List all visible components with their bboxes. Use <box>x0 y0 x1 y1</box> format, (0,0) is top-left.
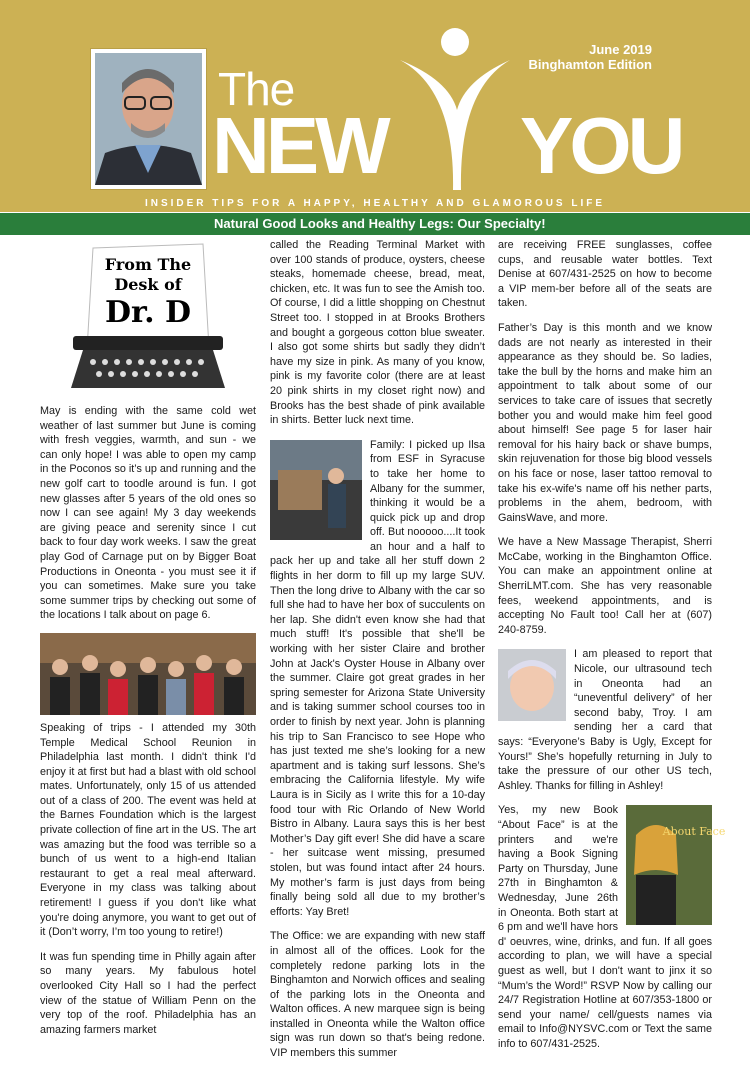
desk-line2: Desk of <box>114 275 182 294</box>
issue-date: June 2019 <box>589 42 652 57</box>
tagline: INSIDER TIPS FOR A HAPPY, HEALTHY AND GLAMOROUS LIFE <box>144 198 606 209</box>
reunion-photo <box>40 633 256 715</box>
column-3 <box>498 238 726 1061</box>
baby-photo <box>498 649 566 721</box>
logo-figure-icon <box>395 20 515 190</box>
col3-paragraph-5: Yes, my new Book “About Face” is at the printers and we're having a Book Signing Party on Thursday, June 27th in Binghamton & Wednesday, June 26th in Oneonta. Both start at 6 pm and we'll have hors d' oeuvres, wine, drinks, and fun. If all goes according to plan, we will have a special guest as well, but I don't want to jinx it so “Mum’s the Word!” RSVP Now by calling our 24/7 Registration Hotline at 607/353-1800 or send your name/ cell/guests names via email to Info@NYSVC.com or Text the same info to 607/431-2525. <box>498 804 712 1050</box>
title-new: NEW <box>212 101 387 190</box>
col3-paragraph-3: We have a New Massage Therapist, Sherri McCabe, working in the Binghamton Office. You can make an appointment online at SherriLMT.com. She has very reasonable fees, weekend appointments, and is accepting No Fault too! Call her at (607) 240-8759. <box>498 536 712 636</box>
edition-name: Binghamton Edition <box>528 57 652 72</box>
specialty-banner <box>0 213 750 235</box>
col3-paragraph-4: I am pleased to report that Nicole, our ultrasound tech in Oneonta had an “uneventful delivery” of her second baby, Troy. I am sending her a card that says: “Everyone’s Baby is Ugly, Except for Yours!” She’s hopefully returning in July to take the pressure of our other US tech, Ashley. Thanks for filling in Ashley! <box>498 648 712 792</box>
desk-line1: From The <box>104 255 192 274</box>
col1-paragraph-2: Speaking of trips - I attended my 30th Temple Medical School Reunion in Philadelphia last month. I didn't think I'd enjoy it at first but had a blast with old school mates. Unfortunately, only 15 of us attended out of a class of 200. The event was held at the Barnes Foundation which is the largest private collection of fine art in the US. The art was amazing but the food was terrible so a bunch of us went to a high-end Italian restaurant to get a real meal afterward. Everyone in my class was talking about retirement! I guess if you don't like what you're doing anymore, you want to get out of it (Don’t worry, I’m too young to retire!) <box>40 721 256 939</box>
col1-paragraph-3: It was fun spending time in Philly again after so many years. My fabulous hotel overlooked City Hall so I had the perfect view of the statue of William Penn on the very top of the roof. Philadelphia has an amazing farmers market <box>40 950 256 1036</box>
family-photo <box>270 440 362 540</box>
col2-paragraph-3: The Office: we are expanding with new staff in almost all of the offices. Look for the completely redone parking lots in the Binghamton and Norwich offices and sealing of the parking lots in the Oneonta and Walton offices. A new marquee sign is being installed in Oneonta while the Walton office sign was run down so that's being redone. VIP members this summer <box>270 930 485 1060</box>
column-1 <box>40 238 256 1047</box>
col3-paragraph-1: are receiving FREE sunglasses, coffee cups, and reusable water bottles. Text Denise at 607/431-2525 on how to become a VIP mem-ber before all of the seats are taken. <box>498 239 712 310</box>
title-you: YOU <box>520 101 682 190</box>
book-cover <box>626 805 726 925</box>
col1-paragraph-1: May is ending with the same cold wet weather of last summer but June is coming with fresh veggies, warmth, and sun - we can only hope! I was able to open my camp in the Poconos so it’s up and running and the new golf cart to toodle around is fun. I got new glasses after 5 years of the old ones so now I can see again! My 3 day weekends are giving peace and serenity since I cut back to four day work weeks. I saw the great play God of Carnage put on by Bigger Boat Productions in Oneonta - you must see it if you can sometimes. Make sure you take some summer trips by checking out some of the locations I talk about on page 6. <box>40 405 256 622</box>
masthead <box>0 0 750 212</box>
from-the-desk-typewriter-icon <box>63 238 233 398</box>
col2-paragraph-1: called the Reading Terminal Market with over 100 stands of produce, oysters, cheese steaks, homemade cheese, bread, meat, chicken, etc. It was fun to see the Amish too. Of course, I did a little shopping on Chestnut Street too. I stopped in at Brooks Brothers and bought a gorgeous cotton blue sweater. I also got some shirts but sadly they didn’t have my size in pink. As many of you know, pink is my favorite color (there are at least 20 pink shirts in my closet right now) and Brooks has the best shade of pink available in shirts. Better luck next time. <box>270 239 485 427</box>
book-title: About Face <box>662 825 726 839</box>
column-2 <box>270 238 485 1071</box>
title-the: The <box>218 63 295 115</box>
col2-paragraph-2: Family: I picked up Ilsa from ESF in Syracuse to take her home to Albany for the summer, thinking it would be a quick pick up and drop off. But nooooo....It took an hour and a half to pack her up and take all her stuff down 2 flights in her dorm to fill up my large SUV. Then the long drive to Albany with the car so full she had to have her box of succulents on her lap. She didn't even know she had that much stuff! It's possible that she'll be working with her sister Claire and brother John at Jack's Oyster House in Albany over the summer. Claire got great grades in her spring semester for Arizona State University and is taking summer school courses too in order to finish by next year. John is planning his trip to San Francisco to see Hope who has just texted me she’s looking for a new apartment and is taking surf lessons. She’s embracing the California lifestyle. My wife Laura is in Sicily as I write this for a 10-day food tour with Ric Orlando of New World Bistro in Albany. Laura says this is her best Mother’s Day gift ever! She did have a scare - her suitcase went missing, presumed stolen, but was found intact after 24 hours. My mother’s farm is just days from being finally being sold all due to my brother’s efforts: Yay Bret! <box>270 438 485 918</box>
col3-paragraph-2: Father’s Day is this month and we know dads are not nearly as interested in their appearance as they should be. So ladies, take the bull by the horns and make him an appointment to talk about some of our services to take care of issues that secretly bother you and would make him feel good about himself! See page 5 for laser hair removal for his hairy back or shave bumps, skin rejuvenation for those big blood vessels on his face or nose, laser tattoo removal to take his ex-wife's name off his nether parts, problems in the ahem, bedroom, with GainsWave, and more. <box>498 321 712 524</box>
desk-line3: Dr. D <box>105 295 191 330</box>
banner-text: Natural Good Looks and Healthy Legs: Our Specialty! <box>214 216 546 231</box>
author-photo <box>90 48 207 190</box>
edition-info <box>529 42 652 72</box>
